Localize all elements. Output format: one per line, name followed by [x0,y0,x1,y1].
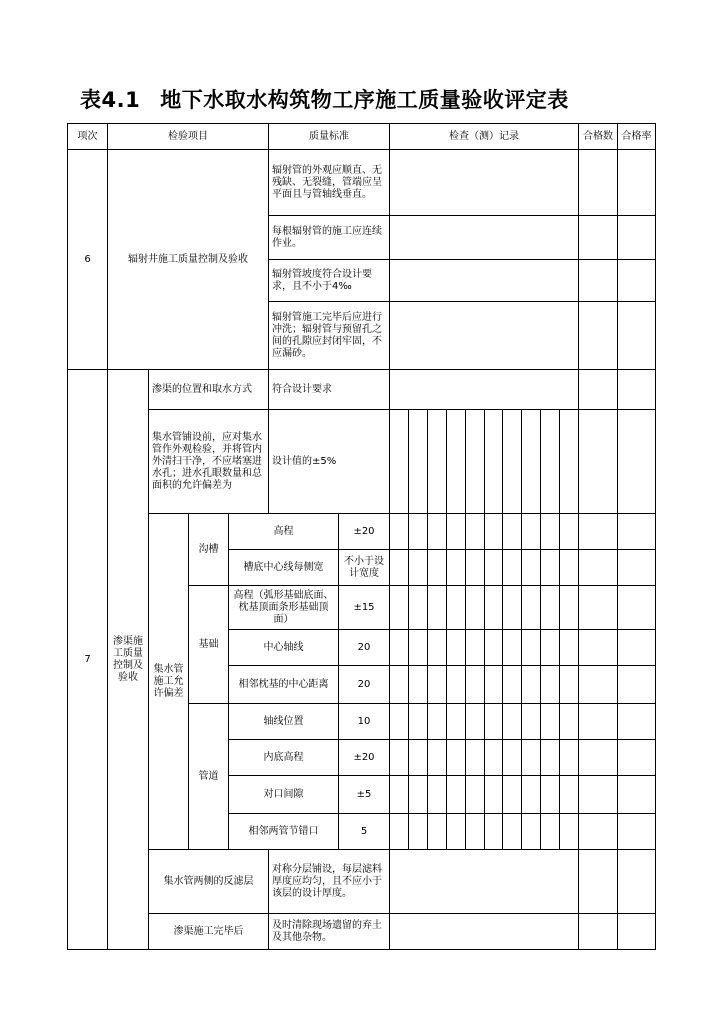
row7-trench-value-0-text: ±20 [353,525,375,537]
row7-trench-label-text: 沟槽 [198,543,219,555]
header-pass-count-text: 合格数 [583,130,613,142]
row7-pipe-value-1-text: ±20 [353,751,375,763]
pass-rate-cell-7pipe3[interactable] [617,813,656,850]
pass-count-cell-7pipe0[interactable] [578,703,618,740]
row6-number [67,149,108,370]
row7-pipe-value-1 [338,739,390,776]
record-cell-7pipe0 [389,703,579,740]
row7-number [67,369,108,950]
row7-base-name-1-text: 中心轴线 [263,641,304,653]
row7-base-name-0 [228,585,339,630]
row7-pipe-value-3 [338,813,390,850]
pass-rate-cell-7pipe1[interactable] [617,739,656,776]
row7-base-name-0-text: 高程（弧形基础底面、枕基顶面条形基础顶面） [233,589,334,625]
pass-rate-cell-7b[interactable] [617,409,656,514]
header-record-text: 检查（测）记录 [449,130,519,142]
row7-pipe-name-2 [228,775,339,814]
record-slot[interactable] [466,740,485,775]
record-slot[interactable] [447,666,466,703]
row7-pipe-name-0-text: 轴线位置 [263,715,304,727]
record-slot[interactable] [447,630,466,665]
row7-a-standard [268,369,390,410]
record-slot[interactable] [390,410,409,513]
record-slot[interactable] [409,776,428,813]
record-slot[interactable] [560,740,578,775]
row7-a-item [148,369,269,410]
record-grid [390,410,578,513]
record-slot[interactable] [466,704,485,739]
pass-count-cell-7pipe1[interactable] [578,739,618,776]
header-standard-text: 质量标准 [309,130,349,142]
record-slot[interactable] [503,410,522,513]
record-slot[interactable] [503,586,522,629]
pass-rate-cell-6-3[interactable] [617,301,656,370]
row7-base-name-2-text: 相邻枕基的中心距离 [238,678,329,690]
record-slot[interactable] [541,666,560,703]
record-slot[interactable] [485,704,504,739]
record-slot[interactable] [447,776,466,813]
record-cell-7pipe3 [389,813,579,850]
row7-pipe-name-1 [228,739,339,776]
row6-number-text: 6 [84,253,91,265]
record-slot[interactable] [390,550,409,585]
record-slot[interactable] [485,814,504,849]
row6-standard-0 [268,149,390,216]
record-slot[interactable] [447,550,466,585]
record-cell-6-2[interactable] [389,259,579,302]
record-slot[interactable] [522,630,541,665]
record-cell-7base1 [389,629,579,666]
record-slot[interactable] [409,666,428,703]
row7-e-item [148,913,269,950]
record-slot[interactable] [522,666,541,703]
record-slot[interactable] [503,704,522,739]
record-slot[interactable] [522,514,541,549]
record-slot[interactable] [428,586,447,629]
row7-base-label-text: 基础 [198,638,219,650]
record-slot[interactable] [466,514,485,549]
row7-e-item-text: 渗渠施工完毕后 [173,925,244,937]
row7-pipe-name-0 [228,703,339,740]
pass-count-cell-7d[interactable] [578,849,618,914]
record-slot[interactable] [522,740,541,775]
row6-item-text: 辐射井施工质量控制及验收 [128,253,248,265]
record-slot[interactable] [447,514,466,549]
record-grid [390,550,578,585]
row7-pipe-label-text: 管道 [198,770,219,782]
record-slot[interactable] [560,814,578,849]
row6-standard-3 [268,301,390,370]
record-slot[interactable] [447,410,466,513]
row7-base-value-2-text: 20 [357,678,371,690]
record-cell-6-1[interactable] [389,215,579,260]
row7-group [107,369,149,950]
pass-count-cell-6-2[interactable] [578,259,618,302]
table-body [68,124,656,954]
record-slot[interactable] [560,586,578,629]
row7-pipe-name-2-text: 对口间隙 [263,788,304,800]
record-slot[interactable] [522,814,541,849]
record-slot[interactable] [390,630,409,665]
row7-e-standard [268,913,390,950]
record-slot[interactable] [503,666,522,703]
record-slot[interactable] [466,666,485,703]
row7-pipe-label [188,703,229,850]
row7-base-value-1-text: 20 [357,641,371,653]
record-slot[interactable] [541,704,560,739]
row7-base-name-2 [228,665,339,704]
row7-d-item-text: 集水管两侧的反滤层 [163,875,254,887]
row7-group-text: 渗渠施工质量控制及验收 [113,635,143,683]
row7-pipe-value-0 [338,703,390,740]
record-grid [390,740,578,775]
row7-base-name-1 [228,629,339,666]
header-pass-count [578,123,618,150]
record-slot[interactable] [428,814,447,849]
pass-count-cell-6-0[interactable] [578,149,618,216]
record-slot[interactable] [541,410,560,513]
header-inspect-item [107,123,269,150]
record-slot[interactable] [485,550,504,585]
record-slot[interactable] [447,586,466,629]
record-slot[interactable] [466,814,485,849]
pass-rate-cell-6-0[interactable] [617,149,656,216]
record-cell-7base2 [389,665,579,704]
record-slot[interactable] [541,776,560,813]
record-slot[interactable] [390,514,409,549]
record-slot[interactable] [466,550,485,585]
record-slot[interactable] [428,740,447,775]
record-slot[interactable] [560,704,578,739]
record-grid [390,704,578,739]
pass-count-cell-7a[interactable] [578,369,618,410]
pass-count-cell-7e[interactable] [578,913,618,950]
record-cell-7a[interactable] [389,369,579,410]
record-cell-7trench0 [389,513,579,550]
record-grid [390,630,578,665]
record-slot[interactable] [485,586,504,629]
record-cell-7pipe2 [389,775,579,814]
record-grid [390,814,578,849]
pass-count-cell-7b[interactable] [578,409,618,514]
record-slot[interactable] [466,776,485,813]
record-slot[interactable] [447,814,466,849]
row6-standard-2 [268,259,390,302]
row7-b-standard [268,409,390,514]
record-slot[interactable] [541,514,560,549]
row7-b-standard-text: 设计值的±5% [272,455,337,467]
record-slot[interactable] [447,704,466,739]
record-cell-6-0[interactable] [389,149,579,216]
record-slot[interactable] [503,550,522,585]
record-slot[interactable] [428,410,447,513]
table-number: 表4.1 [80,88,141,112]
header-standard [268,123,390,150]
record-cell-7base0 [389,585,579,630]
row7-d-standard [268,849,390,914]
pass-count-cell-7trench1[interactable] [578,549,618,586]
record-slot[interactable] [428,776,447,813]
header-item-no [67,123,108,150]
record-slot[interactable] [560,550,578,585]
record-slot[interactable] [485,514,504,549]
record-slot[interactable] [541,586,560,629]
pass-rate-cell-6-2[interactable] [617,259,656,302]
record-slot[interactable] [503,740,522,775]
row7-base-label [188,585,229,704]
row7-trench-name-1 [228,549,339,586]
record-cell-7d[interactable] [389,849,579,914]
record-slot[interactable] [466,630,485,665]
record-slot[interactable] [390,814,409,849]
row7-base-value-0 [338,585,390,630]
record-slot[interactable] [428,550,447,585]
record-slot[interactable] [522,410,541,513]
pass-count-cell-6-3[interactable] [578,301,618,370]
record-slot[interactable] [541,630,560,665]
record-slot[interactable] [541,740,560,775]
row7-b-item [148,409,269,514]
record-slot[interactable] [390,740,409,775]
table-title: 地下水取水构筑物工序施工质量验收评定表 [160,88,569,112]
record-slot[interactable] [485,410,504,513]
record-slot[interactable] [485,666,504,703]
record-slot[interactable] [541,550,560,585]
record-slot[interactable] [447,740,466,775]
header-pass-rate-text: 合格率 [621,130,652,142]
header-record [389,123,579,150]
record-slot[interactable] [409,514,428,549]
pass-rate-cell-7a[interactable] [617,369,656,410]
record-slot[interactable] [560,666,578,703]
pass-rate-cell-7pipe2[interactable] [617,775,656,814]
record-slot[interactable] [522,550,541,585]
record-slot[interactable] [560,776,578,813]
row7-b-item-text: 集水管铺设前，应对集水管作外观检验，并将管内外清扫干净，不应堵塞进水孔；进水孔眼数量和总面积的允许偏差为 [152,431,262,491]
record-slot[interactable] [560,630,578,665]
header-pass-rate [617,123,656,150]
row7-e-standard-text: 及时清除现场遗留的弃土及其他杂物。 [272,919,382,943]
record-slot[interactable] [466,410,485,513]
record-cell-6-3[interactable] [389,301,579,370]
row6-standard-1 [268,215,390,260]
record-grid [390,586,578,629]
pass-count-cell-7base0[interactable] [578,585,618,630]
pass-rate-cell-6-1[interactable] [617,215,656,260]
record-slot[interactable] [409,704,428,739]
pass-rate-cell-7trench1[interactable] [617,549,656,586]
row7-number-text: 7 [84,653,91,665]
record-slot[interactable] [485,776,504,813]
row7-pipe-name-3-text: 相邻两管节错口 [248,825,319,837]
pass-rate-cell-7e[interactable] [617,913,656,950]
row6-standard-0-text: 辐射管的外观应顺直、无残缺、无裂缝，管端应呈平面且与管轴线垂直。 [272,164,382,200]
row7-trench-name-0 [228,513,339,550]
record-slot[interactable] [560,514,578,549]
record-slot[interactable] [390,704,409,739]
pass-count-cell-6-1[interactable] [578,215,618,260]
row7-pipe-value-0-text: 10 [357,715,371,727]
header-item-no-text: 项次 [77,130,98,142]
record-slot[interactable] [522,776,541,813]
row7-trench-value-1 [338,549,390,586]
record-slot[interactable] [409,550,428,585]
pass-rate-cell-7base1[interactable] [617,629,656,666]
record-grid [390,514,578,549]
record-slot[interactable] [522,586,541,629]
record-slot[interactable] [409,410,428,513]
record-slot[interactable] [390,776,409,813]
record-slot[interactable] [485,630,504,665]
record-slot[interactable] [428,514,447,549]
row7-base-value-2 [338,665,390,704]
record-slot[interactable] [409,586,428,629]
row7-base-value-0-text: ±15 [353,601,375,613]
record-cell-7trench1 [389,549,579,586]
record-slot[interactable] [503,630,522,665]
row7-trench-value-1-text: 不小于设计宽度 [344,555,384,579]
row7-pipe-value-2 [338,775,390,814]
row7-trench-value-0 [338,513,390,550]
pass-rate-cell-7pipe0[interactable] [617,703,656,740]
row7-trench-label [188,513,229,586]
pass-rate-cell-7trench0[interactable] [617,513,656,550]
record-slot[interactable] [390,666,409,703]
record-cell-7b [389,409,579,514]
record-slot[interactable] [428,630,447,665]
record-grid [390,776,578,813]
row7-d-standard-text: 对称分层铺设，每层滤料厚度应均匀，且不应小于该层的设计厚度。 [272,863,382,899]
pass-count-cell-7base1[interactable] [578,629,618,666]
row7-c-group-text: 集水管施工允许偏差 [153,663,184,699]
record-slot[interactable] [560,410,578,513]
record-slot[interactable] [503,514,522,549]
row7-c-group [148,513,189,850]
record-slot[interactable] [428,666,447,703]
row6-standard-3-text: 辐射管施工完毕后应进行冲洗；辐射管与预留孔之间的孔隙应封闭牢固，不应漏砂。 [272,311,382,359]
row7-trench-name-0-text: 高程 [273,525,294,537]
pass-count-cell-7trench0[interactable] [578,513,618,550]
row7-pipe-name-1-text: 内底高程 [263,751,304,763]
row6-item [107,149,269,370]
record-slot[interactable] [503,776,522,813]
record-slot[interactable] [428,704,447,739]
record-slot[interactable] [409,814,428,849]
row7-trench-name-1-text: 槽底中心线每侧宽 [243,561,324,573]
pass-count-cell-7pipe2[interactable] [578,775,618,814]
row6-standard-2-text: 辐射管坡度符合设计要求，且不小于4‰ [272,268,372,292]
row7-a-standard-text: 符合设计要求 [272,383,332,395]
record-cell-7e[interactable] [389,913,579,950]
record-grid [390,666,578,703]
record-cell-7pipe1 [389,739,579,776]
row7-d-item [148,849,269,914]
page-title [80,84,569,114]
record-slot[interactable] [541,814,560,849]
record-slot[interactable] [522,704,541,739]
pass-rate-cell-7base2[interactable] [617,665,656,704]
record-slot[interactable] [503,814,522,849]
pass-count-cell-7pipe3[interactable] [578,813,618,850]
record-slot[interactable] [390,586,409,629]
pass-rate-cell-7d[interactable] [617,849,656,914]
record-slot[interactable] [409,740,428,775]
row7-base-value-1 [338,629,390,666]
pass-count-cell-7base2[interactable] [578,665,618,704]
record-slot[interactable] [485,740,504,775]
record-slot[interactable] [466,586,485,629]
row7-a-item-text: 渗渠的位置和取水方式 [152,383,252,395]
header-inspect-item-text: 检验项目 [168,130,208,142]
row7-pipe-value-2-text: ±5 [356,788,372,800]
pass-rate-cell-7base0[interactable] [617,585,656,630]
row7-pipe-name-3 [228,813,339,850]
record-slot[interactable] [409,630,428,665]
row6-standard-1-text: 每根辐射管的施工应连续作业。 [272,225,382,249]
row7-pipe-value-3-text: 5 [360,825,368,837]
